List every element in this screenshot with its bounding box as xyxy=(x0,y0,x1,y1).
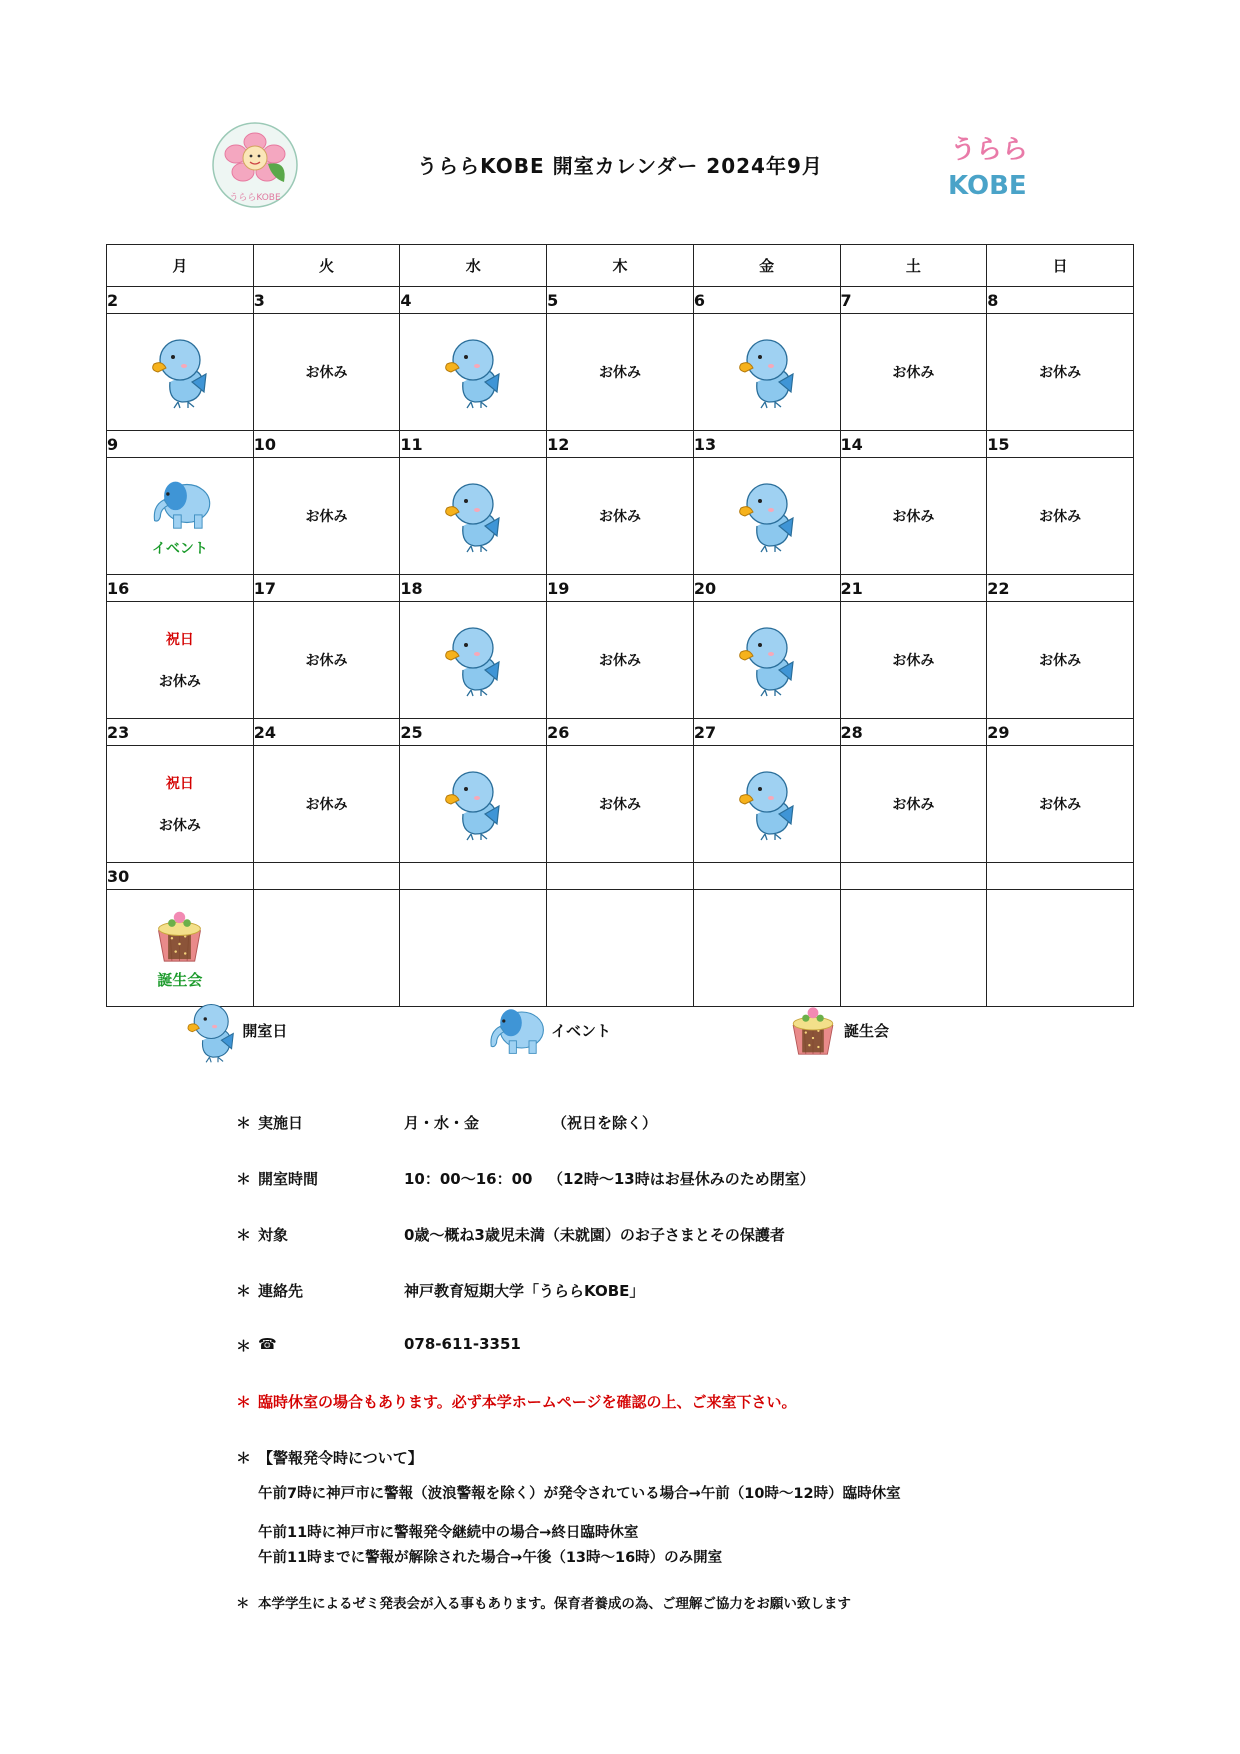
day-cell xyxy=(253,458,400,575)
bird-icon xyxy=(735,762,799,842)
closed-label: お休み xyxy=(1039,797,1082,813)
day-cell xyxy=(987,314,1134,431)
bird-icon xyxy=(184,996,238,1064)
day-cell xyxy=(547,890,694,1007)
closed-label: お休み xyxy=(598,653,641,669)
weekday-header: 木 xyxy=(547,245,694,287)
week-number-row xyxy=(107,863,1134,890)
day-number: 18 xyxy=(400,575,547,602)
day-number: 4 xyxy=(400,287,547,314)
bird-icon xyxy=(735,330,799,410)
phone-icon: ☎ xyxy=(258,1335,277,1353)
bird-icon xyxy=(735,618,799,698)
week-cell-row xyxy=(107,746,1134,863)
day-cell xyxy=(400,602,547,719)
day-number: 11 xyxy=(400,431,547,458)
holiday-label: 祝日 xyxy=(165,776,194,792)
phone-number: 078-611-3351 xyxy=(404,1335,521,1353)
closed-label: お休み xyxy=(158,818,201,834)
closed-label: お休み xyxy=(892,509,935,525)
day-cell xyxy=(107,314,254,431)
weekday-header: 水 xyxy=(400,245,547,287)
day-cell xyxy=(400,890,547,1007)
bird-icon xyxy=(441,618,505,698)
closed-label: お休み xyxy=(892,797,935,813)
day-number: 23 xyxy=(107,719,254,746)
alert-line-1: 午前7時に神戸市に警報（波浪警報を除く）が発令されている場合→午前（10時～12時）臨時休室 xyxy=(258,1486,901,1502)
day-number: 30 xyxy=(107,863,254,890)
day-number: 29 xyxy=(987,719,1134,746)
day-number xyxy=(547,863,694,890)
day-cell xyxy=(253,602,400,719)
closed-label: お休み xyxy=(305,365,348,381)
footer-note: ＊ 本学学生によるゼミ発表会が入る事もあります。保育者養成の為、ご理解ご協力をお願い致します xyxy=(236,1596,851,1612)
day-number: 12 xyxy=(547,431,694,458)
closed-label: お休み xyxy=(598,509,641,525)
day-number: 24 xyxy=(253,719,400,746)
day-cell xyxy=(400,314,547,431)
elephant-icon xyxy=(484,1003,547,1057)
logo-right-bottom: KOBE xyxy=(948,171,1027,201)
day-cell xyxy=(840,602,987,719)
bird-icon xyxy=(735,474,799,554)
day-number: 17 xyxy=(253,575,400,602)
info-row-target: ＊ 対象 0歳～概ね3歳児未満（未就園）のお子さまとその保護者 xyxy=(236,1226,785,1244)
closed-label: お休み xyxy=(1039,509,1082,525)
week-cell-row xyxy=(107,602,1134,719)
closed-label: お休み xyxy=(158,674,201,690)
day-cell xyxy=(693,314,840,431)
day-cell xyxy=(693,458,840,575)
closed-label: お休み xyxy=(892,365,935,381)
day-number: 14 xyxy=(840,431,987,458)
day-number xyxy=(840,863,987,890)
day-number: 21 xyxy=(840,575,987,602)
week-number-row xyxy=(107,719,1134,746)
closed-label: お休み xyxy=(305,653,348,669)
alert-line-3: 午前11時までに警報が解除された場合→午後（13時～16時）のみ開室 xyxy=(258,1550,723,1566)
legend-open xyxy=(184,1000,287,1060)
day-number xyxy=(400,863,547,890)
closed-label: お休み xyxy=(305,797,348,813)
alert-heading: ＊ 【警報発令時について】 xyxy=(236,1449,423,1467)
day-number: 6 xyxy=(693,287,840,314)
day-cell xyxy=(840,746,987,863)
day-number: 9 xyxy=(107,431,254,458)
day-cell xyxy=(840,314,987,431)
bird-icon xyxy=(148,330,212,410)
day-cell xyxy=(400,458,547,575)
weekday-header: 月 xyxy=(107,245,254,287)
legend-birthday xyxy=(786,1000,889,1060)
urara-kobe-logo xyxy=(940,128,1030,208)
closed-label: お休み xyxy=(892,653,935,669)
week-number-row xyxy=(107,575,1134,602)
cupcake-icon xyxy=(786,1002,840,1058)
birthday-label: 誕生会 xyxy=(157,970,203,989)
day-cell xyxy=(253,890,400,1007)
day-cell xyxy=(107,890,254,1007)
day-number: 27 xyxy=(693,719,840,746)
event-label: イベント xyxy=(151,540,208,557)
day-number: 15 xyxy=(987,431,1134,458)
day-number: 28 xyxy=(840,719,987,746)
day-cell xyxy=(547,746,694,863)
week-number-row xyxy=(107,431,1134,458)
day-number: 16 xyxy=(107,575,254,602)
day-number: 5 xyxy=(547,287,694,314)
logo-right-top: うらら xyxy=(950,135,1029,165)
elephant-icon xyxy=(147,475,214,532)
legend-event-label: イベント xyxy=(551,1021,612,1040)
day-cell xyxy=(693,746,840,863)
day-cell xyxy=(107,458,254,575)
day-cell xyxy=(253,314,400,431)
weekday-header: 土 xyxy=(840,245,987,287)
day-number: 10 xyxy=(253,431,400,458)
week-cell-row xyxy=(107,890,1134,1007)
alert-line-2: 午前11時に神戸市に警報発令継続中の場合→終日臨時休室 xyxy=(258,1525,639,1541)
cupcake-icon xyxy=(151,906,208,965)
day-cell xyxy=(840,890,987,1007)
warning-notice: ＊ 臨時休室の場合もあります。必ず本学ホームページを確認の上、ご来室下さい。 xyxy=(236,1393,797,1411)
day-cell xyxy=(840,458,987,575)
day-cell xyxy=(693,602,840,719)
day-number: 20 xyxy=(693,575,840,602)
day-cell xyxy=(107,746,254,863)
day-number: 13 xyxy=(693,431,840,458)
legend-open-label: 開室日 xyxy=(242,1021,288,1040)
closed-label: お休み xyxy=(598,797,641,813)
day-number: 22 xyxy=(987,575,1134,602)
day-cell xyxy=(987,602,1134,719)
info-row-phone: ＊ ☎ 078-611-3351 xyxy=(236,1335,521,1355)
day-number xyxy=(987,863,1134,890)
legend-event xyxy=(484,1000,611,1060)
day-number xyxy=(253,863,400,890)
day-cell xyxy=(107,602,254,719)
week-number-row xyxy=(107,287,1134,314)
weekday-header-row xyxy=(107,245,1134,287)
closed-label: お休み xyxy=(1039,365,1082,381)
day-cell xyxy=(253,746,400,863)
day-cell xyxy=(987,458,1134,575)
day-cell xyxy=(400,746,547,863)
weekday-header: 火 xyxy=(253,245,400,287)
closed-label: お休み xyxy=(305,509,348,525)
day-cell xyxy=(987,890,1134,1007)
week-cell-row xyxy=(107,314,1134,431)
day-cell xyxy=(693,890,840,1007)
bird-icon xyxy=(441,474,505,554)
day-number: 25 xyxy=(400,719,547,746)
bird-icon xyxy=(441,762,505,842)
closed-label: お休み xyxy=(598,365,641,381)
weekday-header: 日 xyxy=(987,245,1134,287)
page-title: うららKOBE 開室カレンダー 2024年9月 xyxy=(417,154,823,178)
weekday-header: 金 xyxy=(693,245,840,287)
day-number: 7 xyxy=(840,287,987,314)
day-number: 3 xyxy=(253,287,400,314)
day-number: 2 xyxy=(107,287,254,314)
day-number: 19 xyxy=(547,575,694,602)
day-number: 26 xyxy=(547,719,694,746)
day-cell xyxy=(547,458,694,575)
closed-label: お休み xyxy=(1039,653,1082,669)
day-cell xyxy=(547,602,694,719)
info-row-days: ＊ 実施日 月・水・金 （祝日を除く） xyxy=(236,1114,658,1132)
info-row-hours: ＊ 開室時間 10：00～16：00 （12時～13時はお昼休みのため閉室） xyxy=(236,1170,815,1188)
day-number: 8 xyxy=(987,287,1134,314)
info-row-contact: ＊ 連絡先 神戸教育短期大学「うららKOBE」 xyxy=(236,1282,645,1300)
holiday-label: 祝日 xyxy=(165,632,194,648)
logo-left-text: うららKOBE xyxy=(229,193,281,203)
bird-icon xyxy=(441,330,505,410)
calendar-table xyxy=(106,244,1134,1007)
legend-birthday-label: 誕生会 xyxy=(844,1021,890,1040)
day-cell xyxy=(547,314,694,431)
day-number xyxy=(693,863,840,890)
week-cell-row xyxy=(107,458,1134,575)
day-cell xyxy=(987,746,1134,863)
